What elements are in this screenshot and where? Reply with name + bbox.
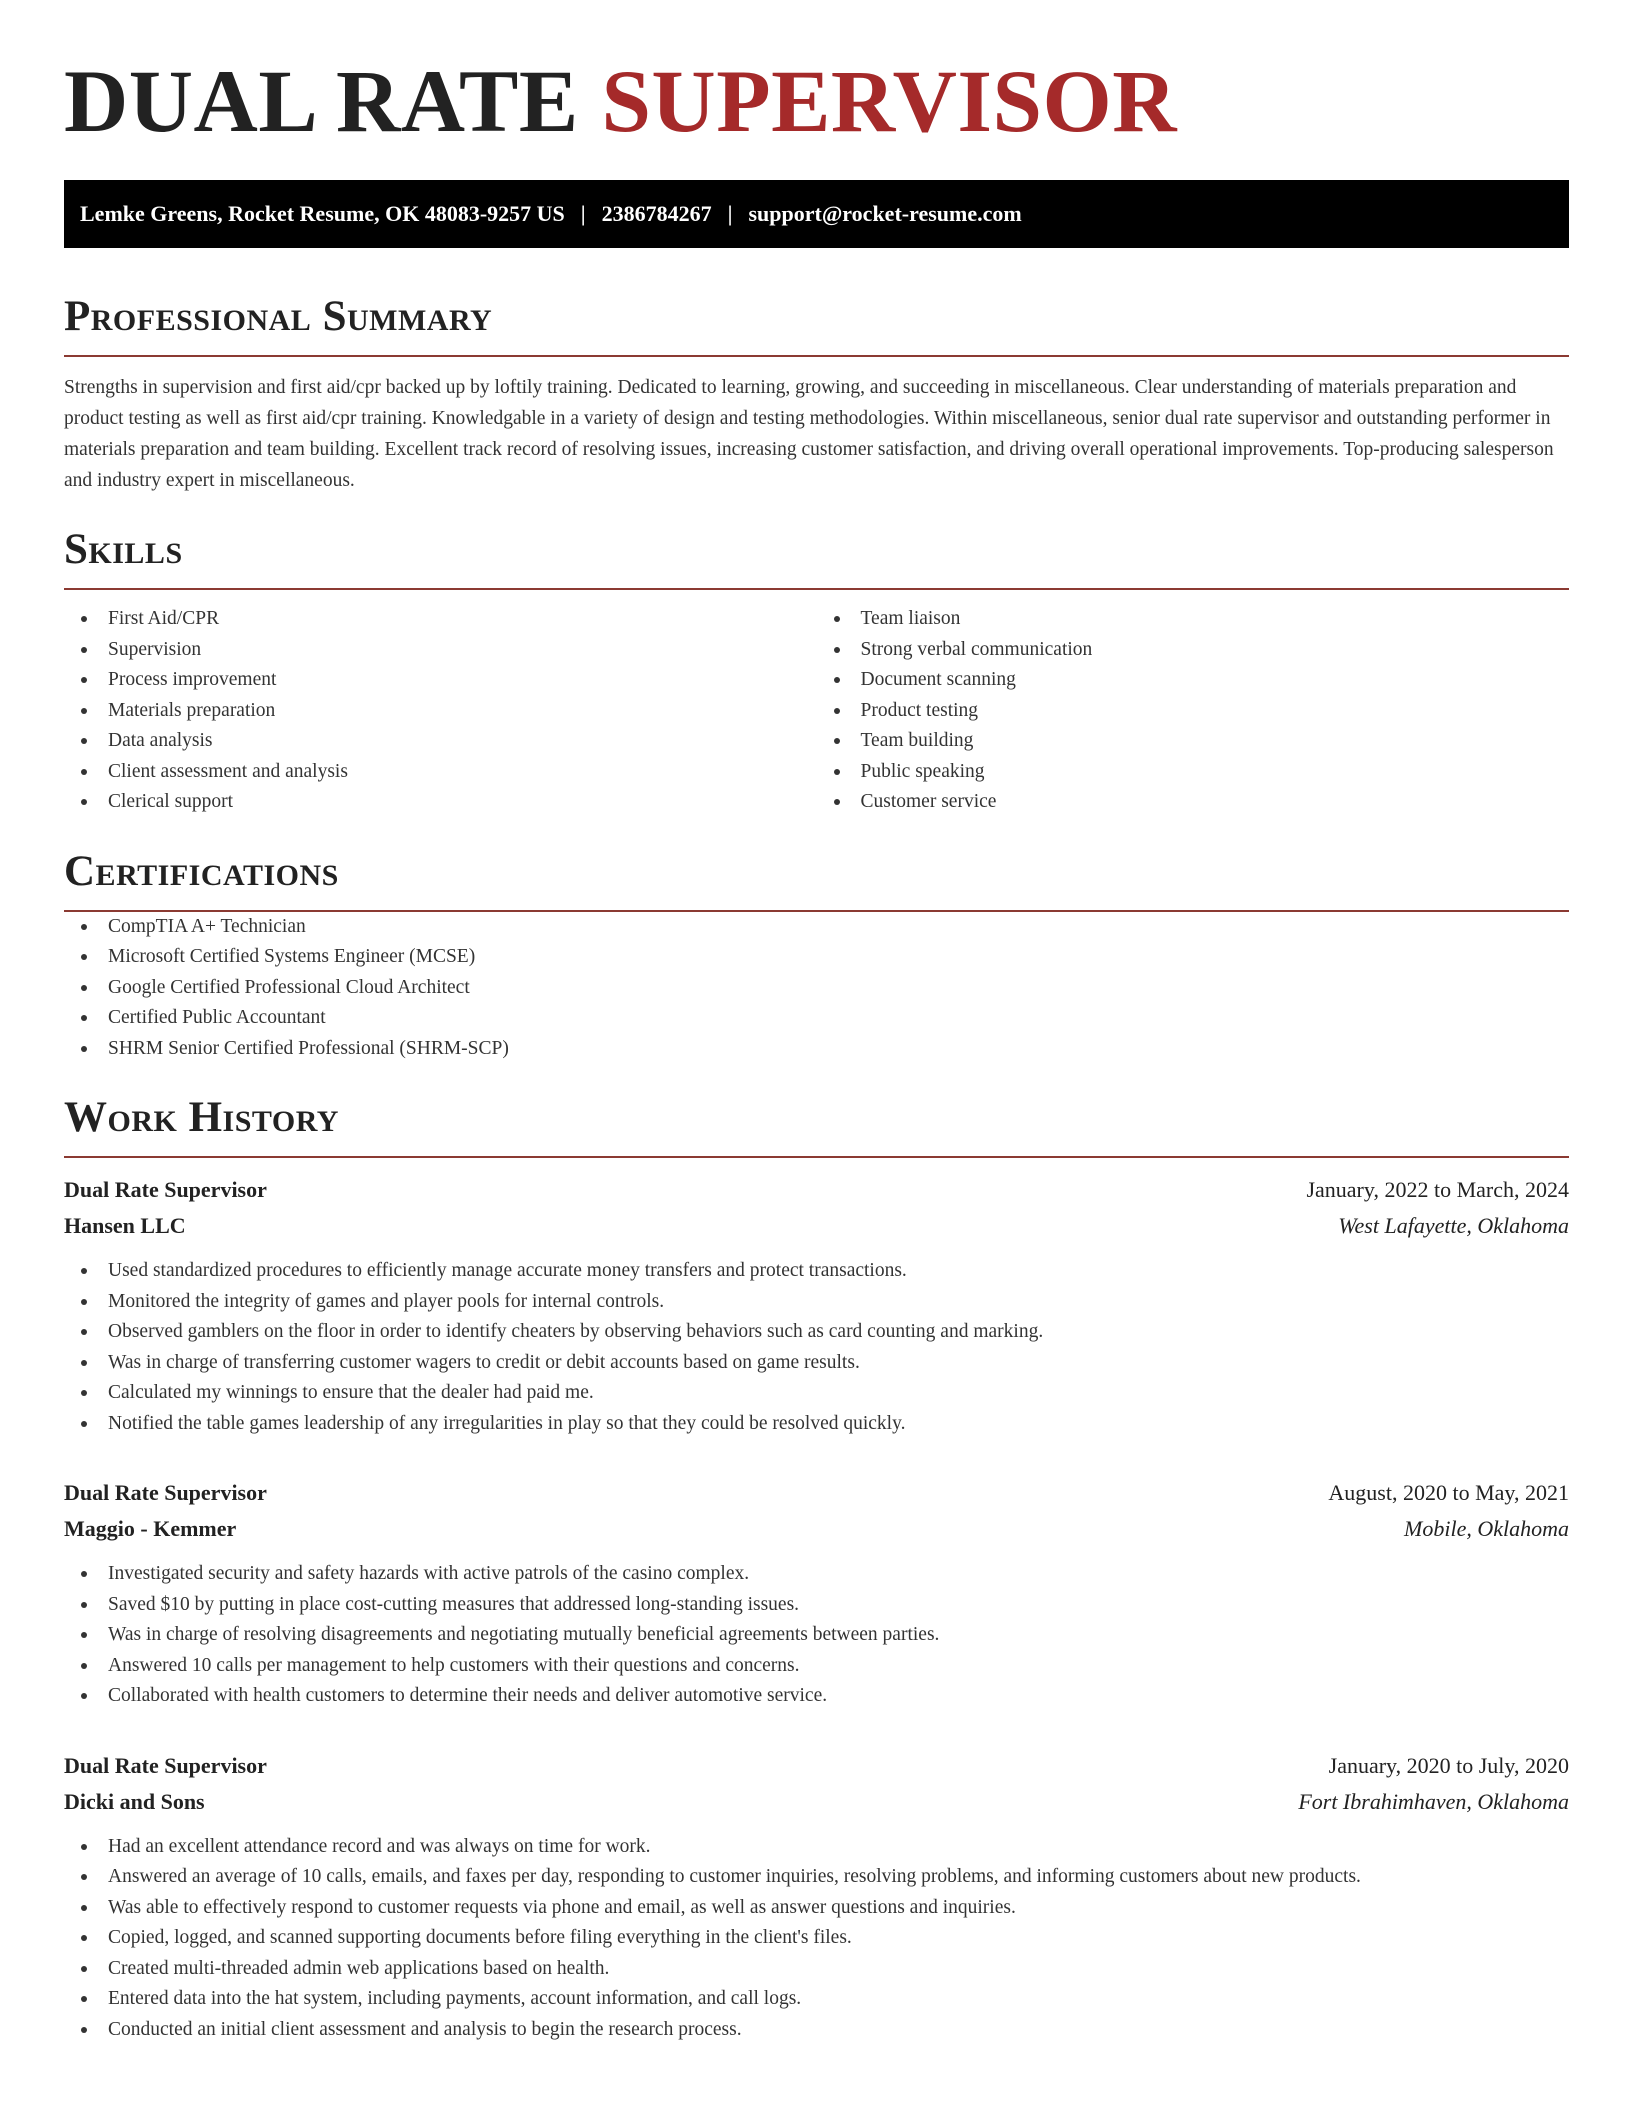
contact-bar (64, 180, 1569, 248)
job-subheader-row (64, 1784, 1569, 1820)
job-duty-item: Notified the table games leadership of any irregularities in play so that they could be resolved quickly. (64, 1409, 1569, 1440)
job-duty-item: Was able to effectively respond to customer requests via phone and email, as well as answer questions and inquiries. (64, 1893, 1569, 1924)
job-location: West Lafayette, Oklahoma (1338, 1213, 1569, 1238)
certification-item: Microsoft Certified Systems Engineer (MCSE) (64, 942, 1569, 973)
name-first: DUAL RATE (64, 53, 579, 151)
work-history-section (64, 1092, 1569, 2045)
job-title: Dual Rate Supervisor (64, 1752, 267, 1778)
contact-address: Lemke Greens, Rocket Resume, OK 48083-9257 US (80, 201, 565, 226)
job-duty-item: Observed gamblers on the floor in order to identify cheaters by observing behaviors such as card counting and marking. (64, 1317, 1569, 1348)
summary-section (64, 291, 1569, 496)
job-title: Dual Rate Supervisor (64, 1480, 267, 1505)
job-duty-item: Monitored the integrity of games and player pools for internal controls. (64, 1287, 1569, 1318)
job-duty-item: Answered an average of 10 calls, emails, and faxes per day, responding to customer inquiries, resolving problems, and informing customers about new products. (64, 1862, 1569, 1893)
section-divider (64, 588, 1569, 590)
skill-item: Team liaison (817, 604, 1570, 635)
job-duty-item: Was in charge of resolving disagreements and negotiating mutually beneficial agreements between parties. (64, 1620, 1569, 1651)
contact-phone: 2386784267 (601, 201, 712, 226)
skill-item: Strong verbal communication (817, 635, 1570, 666)
certification-item: Certified Public Accountant (64, 1003, 1569, 1034)
job-location: Mobile, Oklahoma (1404, 1516, 1569, 1541)
summary-text: Strengths in supervision and first aid/cpr backed up by loftily training. Dedicated to learning, growing, and succeeding in miscellaneous. Clear understanding of materials preparation and product testing as well as first aid/cpr training. Knowledgable in a variety of design and testing methodologies. Within miscellaneous, senior dual rate supervisor and outstanding performer in materials preparation and team building. Excellent track record of resolving issues, increasing customer satisfaction, and driving overall operational improvements. Top-producing salesperson and industry expert in miscellaneous. (64, 377, 1554, 491)
job-location: Fort Ibrahimhaven, Oklahoma (1298, 1788, 1569, 1814)
skills-list-left (64, 604, 817, 818)
job-entry (64, 1748, 1569, 2046)
job-duty-item: Investigated security and safety hazards with active patrols of the casino complex. (64, 1559, 1569, 1590)
job-duty-item: Answered 10 calls per management to help customers with their questions and concerns. (64, 1651, 1569, 1682)
job-company: Maggio - Kemmer (64, 1516, 237, 1541)
job-entry (64, 1172, 1569, 1439)
resume-name (64, 52, 1569, 152)
job-header-row (64, 1475, 1569, 1511)
section-divider (64, 355, 1569, 357)
job-duty-item: Conducted an initial client assessment and analysis to begin the research process. (64, 2015, 1569, 2046)
skill-item: Client assessment and analysis (64, 757, 817, 788)
certifications-section (64, 846, 1569, 1065)
job-title: Dual Rate Supervisor (64, 1177, 267, 1202)
certification-item: CompTIA A+ Technician (64, 912, 1569, 943)
section-title-certifications: Certifications (64, 847, 339, 895)
job-duty-item: Saved $10 by putting in place cost-cutting measures that addressed long-standing issues. (64, 1590, 1569, 1621)
skill-item: Document scanning (817, 665, 1570, 696)
skill-item: Materials preparation (64, 696, 817, 727)
job-dates: January, 2020 to July, 2020 (1328, 1752, 1569, 1778)
job-company: Hansen LLC (64, 1213, 186, 1238)
section-title-summary: Professional Summary (64, 293, 493, 340)
section-title-work-history: Work History (64, 1094, 339, 1141)
skill-item: Supervision (64, 635, 817, 666)
job-duty-item: Collaborated with health customers to determine their needs and deliver automotive service. (64, 1681, 1569, 1712)
skill-item: Public speaking (817, 757, 1570, 788)
job-header-row (64, 1172, 1569, 1208)
job-duty-item: Used standardized procedures to efficiently manage accurate money transfers and protect transactions. (64, 1256, 1569, 1287)
job-duties-list (64, 1832, 1569, 2046)
job-duty-item: Copied, logged, and scanned supporting documents before filing everything in the client's files. (64, 1923, 1569, 1954)
job-entry (64, 1475, 1569, 1712)
skills-list-right (817, 604, 1570, 818)
section-divider (64, 1156, 1569, 1158)
job-duties-list (64, 1559, 1569, 1712)
skill-item: Product testing (817, 696, 1570, 727)
skills-columns (64, 604, 1569, 818)
certification-item: SHRM Senior Certified Professional (SHRM-SCP) (64, 1034, 1569, 1065)
contact-separator: | (727, 201, 733, 226)
job-duty-item: Created multi-threaded admin web applications based on health. (64, 1954, 1569, 1985)
certification-item: Google Certified Professional Cloud Architect (64, 973, 1569, 1004)
job-dates: January, 2022 to March, 2024 (1306, 1177, 1569, 1202)
job-duties-list (64, 1256, 1569, 1439)
skill-item: Process improvement (64, 665, 817, 696)
name-accent: SUPERVISOR (601, 53, 1177, 151)
job-dates: August, 2020 to May, 2021 (1328, 1480, 1569, 1505)
job-company: Dicki and Sons (64, 1788, 205, 1814)
certifications-list (64, 912, 1569, 1065)
skill-item: Customer service (817, 787, 1570, 818)
job-duty-item: Entered data into the hat system, including payments, account information, and call logs. (64, 1984, 1569, 2015)
skills-section (64, 524, 1569, 818)
job-header-row (64, 1748, 1569, 1784)
contact-email[interactable]: support@rocket-resume.com (748, 201, 1022, 226)
skill-item: Data analysis (64, 726, 817, 757)
skill-item: First Aid/CPR (64, 604, 817, 635)
skill-item: Clerical support (64, 787, 817, 818)
skill-item: Team building (817, 726, 1570, 757)
job-duty-item: Had an excellent attendance record and was always on time for work. (64, 1832, 1569, 1863)
section-title-skills: Skills (64, 526, 183, 573)
job-subheader-row (64, 1511, 1569, 1547)
job-duty-item: Was in charge of transferring customer wagers to credit or debit accounts based on game results. (64, 1348, 1569, 1379)
job-duty-item: Calculated my winnings to ensure that the dealer had paid me. (64, 1378, 1569, 1409)
job-subheader-row (64, 1208, 1569, 1244)
contact-separator: | (580, 201, 586, 226)
